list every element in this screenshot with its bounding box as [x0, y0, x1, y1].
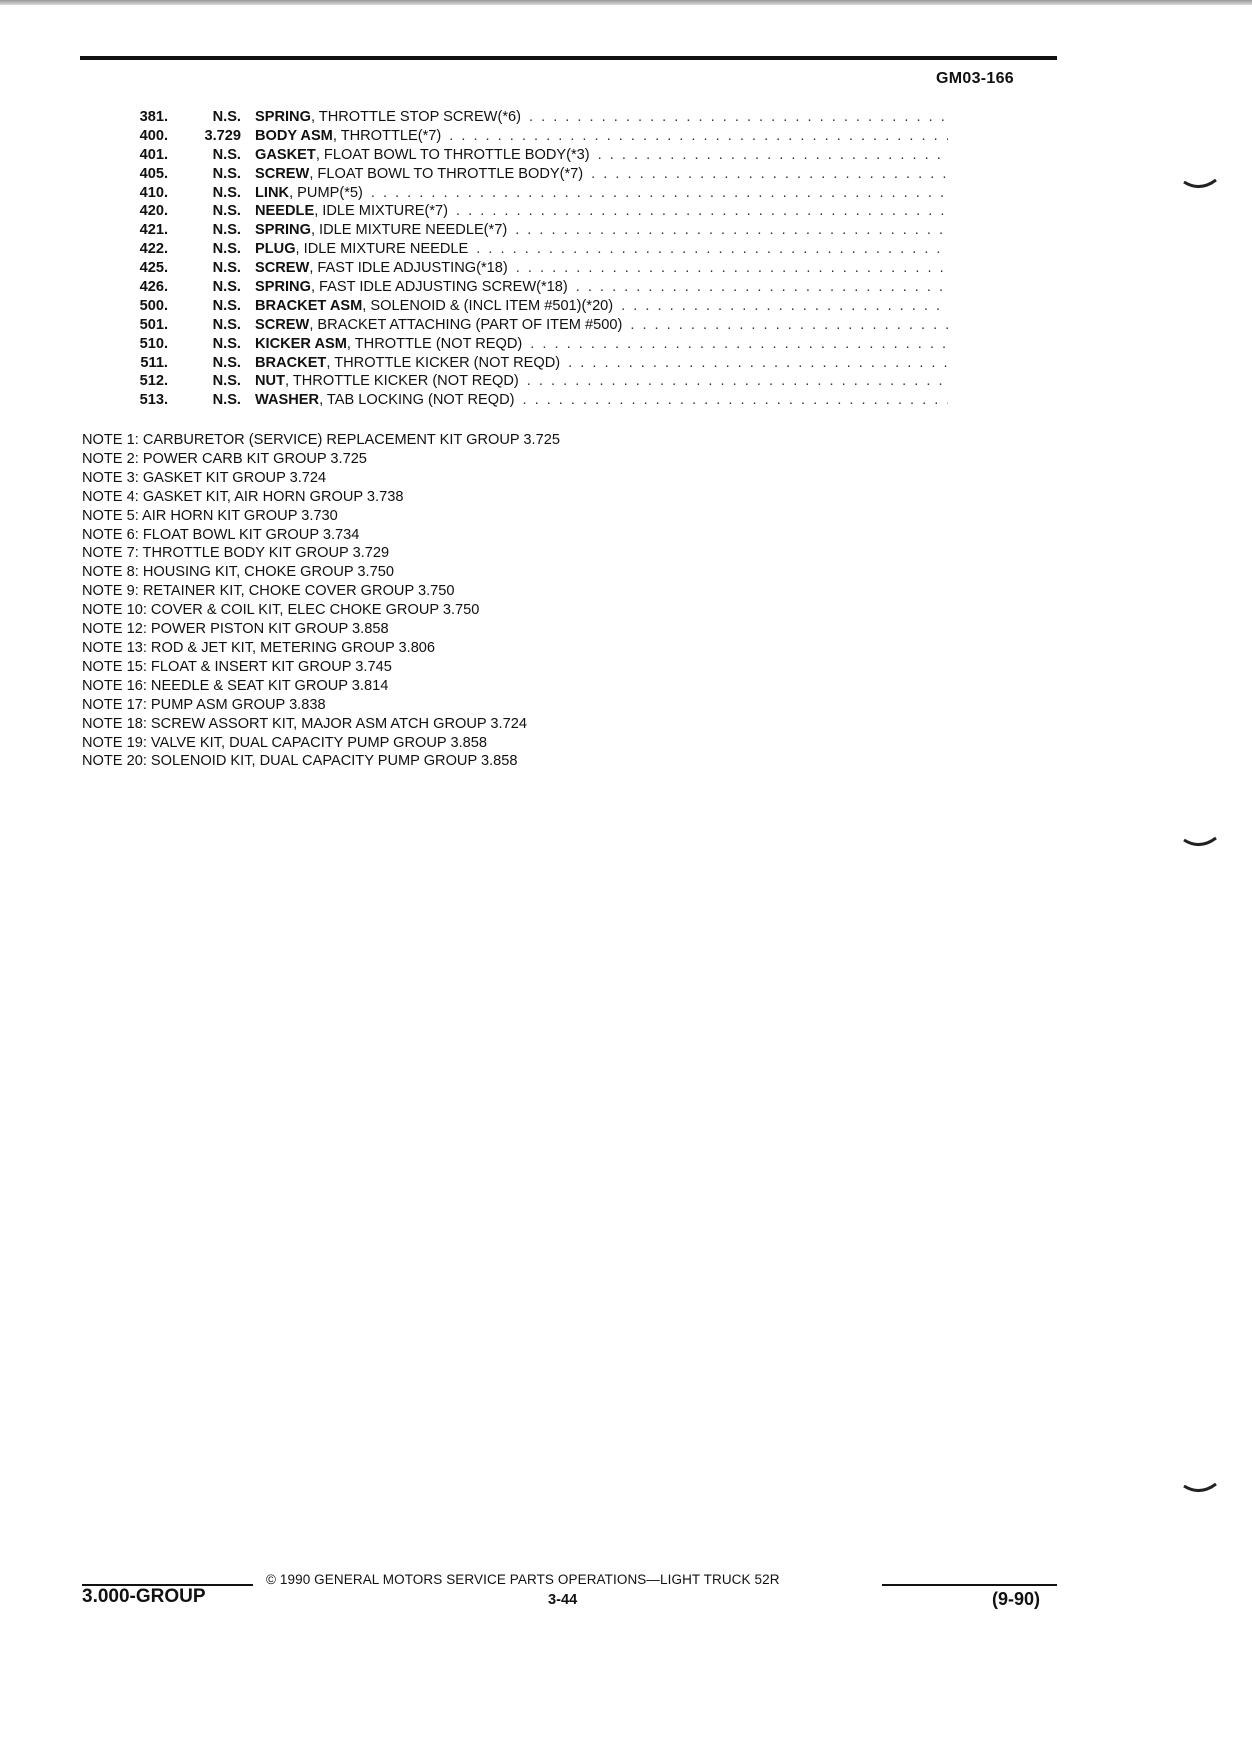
notes-list: [82, 431, 560, 771]
part-name: SCREW: [255, 260, 310, 277]
note-line: NOTE 8: HOUSING KIT, CHOKE GROUP 3.750: [82, 564, 394, 581]
group-number: 3.729: [204, 127, 241, 144]
note-line: NOTE 15: FLOAT & INSERT KIT GROUP 3.745: [82, 658, 392, 675]
note-line: NOTE 16: NEEDLE & SEAT KIT GROUP 3.814: [82, 677, 389, 694]
group-number: N.S.: [212, 184, 241, 201]
item-number: 511.: [140, 354, 168, 371]
dot-leader: [530, 335, 948, 354]
footer-rule: [882, 1584, 1057, 1586]
item-number: 510.: [139, 335, 168, 352]
binder-hole-mark: [1182, 1482, 1218, 1496]
note-line: NOTE 1: CARBURETOR (SERVICE) REPLACEMENT KIT GROUP 3.725: [82, 432, 560, 448]
group-number: N.S.: [212, 316, 241, 333]
group-number: N.S.: [212, 146, 241, 163]
part-name: KICKER ASM: [255, 335, 347, 352]
parts-row: [80, 127, 948, 146]
note-line: NOTE 13: ROD & JET KIT, METERING GROUP 3.806: [82, 639, 436, 656]
part-name: SPRING: [255, 222, 311, 239]
dot-leader: [515, 221, 948, 240]
item-number: 422.: [139, 241, 168, 258]
group-number: N.S.: [212, 392, 241, 409]
item-number: 425.: [139, 260, 168, 277]
part-name: PLUG: [255, 241, 296, 258]
dot-leader: [516, 259, 948, 278]
part-description: , IDLE MIXTURE(*7): [314, 203, 448, 220]
part-name: SCREW: [255, 316, 310, 333]
part-description: , FAST IDLE ADJUSTING SCREW(*18): [310, 279, 568, 296]
group-number: N.S.: [212, 297, 241, 314]
parts-row: [80, 372, 948, 391]
part-name: BRACKET ASM: [255, 297, 363, 314]
item-number: 500.: [139, 297, 168, 314]
note-line: NOTE 3: GASKET KIT GROUP 3.724: [82, 469, 327, 486]
parts-row: [80, 259, 948, 278]
item-number: 420.: [139, 203, 168, 220]
group-number: N.S.: [212, 241, 241, 258]
group-number: N.S.: [212, 335, 241, 352]
binder-hole-mark: [1182, 178, 1218, 192]
item-number: 405.: [139, 165, 168, 182]
part-description: , FLOAT BOWL TO THROTTLE BODY(*3): [315, 146, 590, 163]
item-number: 501.: [139, 316, 168, 333]
dot-leader: [449, 127, 948, 146]
note-line: NOTE 18: SCREW ASSORT KIT, MAJOR ASM ATCH GROUP 3.724: [82, 715, 527, 732]
parts-row: [80, 146, 948, 165]
parts-row: [80, 391, 948, 410]
note-line: NOTE 10: COVER & COIL KIT, ELEC CHOKE GROUP 3.750: [82, 602, 480, 619]
dot-leader: [591, 165, 948, 184]
dot-leader: [576, 278, 948, 297]
part-name: NUT: [255, 373, 285, 390]
part-description: , BRACKET ATTACHING (PART OF ITEM #500): [309, 316, 623, 333]
part-name: SCREW: [255, 165, 310, 182]
group-number: N.S.: [212, 222, 241, 239]
dot-leader: [529, 108, 948, 127]
parts-row: [80, 221, 948, 240]
group-number: N.S.: [212, 354, 241, 371]
item-number: 401.: [139, 146, 168, 163]
item-number: 426.: [139, 279, 168, 296]
part-description: , THROTTLE KICKER (NOT REQD): [326, 354, 561, 371]
group-number: N.S.: [212, 203, 241, 220]
parts-row: [80, 184, 948, 203]
dot-leader: [371, 184, 948, 203]
parts-row: [80, 108, 948, 127]
parts-row: [80, 316, 948, 335]
parts-row: [80, 278, 948, 297]
revision-date: (9-90): [992, 1589, 1041, 1609]
dot-leader: [456, 202, 948, 221]
binder-hole-mark: [1182, 836, 1218, 850]
item-number: 513.: [139, 392, 168, 409]
note-line: NOTE 17: PUMP ASM GROUP 3.838: [82, 696, 326, 713]
part-description: , THROTTLE (NOT REQD): [346, 335, 523, 352]
dot-leader: [568, 354, 948, 373]
parts-row: [80, 335, 948, 354]
parts-row: [80, 297, 948, 316]
document-id: GM03-166: [936, 70, 1014, 87]
note-line: NOTE 12: POWER PISTON KIT GROUP 3.858: [82, 621, 389, 638]
item-number: 381.: [139, 109, 168, 125]
part-description: , PUMP(*5): [289, 184, 363, 201]
note-line: NOTE 9: RETAINER KIT, CHOKE COVER GROUP 3.750: [82, 583, 455, 600]
note-line: NOTE 7: THROTTLE BODY KIT GROUP 3.729: [82, 545, 390, 562]
part-name: BODY ASM: [255, 127, 333, 144]
part-name: LINK: [255, 184, 290, 201]
part-name: SPRING: [255, 279, 311, 296]
item-number: 400.: [139, 127, 168, 144]
part-description: , THROTTLE STOP SCREW(*6): [310, 109, 521, 125]
part-description: , TAB LOCKING (NOT REQD): [319, 392, 515, 409]
scan-top-border: [0, 0, 1252, 5]
part-description: , SOLENOID & (INCL ITEM #501)(*20): [362, 297, 614, 314]
part-description: , FAST IDLE ADJUSTING(*18): [309, 260, 508, 277]
group-number: N.S.: [212, 165, 241, 182]
parts-row: [80, 165, 948, 184]
item-number: 410.: [139, 184, 168, 201]
page-number: 3-44: [548, 1592, 578, 1608]
part-description: , THROTTLE(*7): [332, 127, 442, 144]
group-number: N.S.: [212, 109, 241, 125]
part-name: SPRING: [255, 109, 311, 125]
part-description: , THROTTLE KICKER (NOT REQD): [285, 373, 519, 390]
dot-leader: [476, 240, 948, 259]
part-description: , IDLE MIXTURE NEEDLE: [295, 241, 469, 258]
header-rule: [80, 56, 1057, 60]
group-number: N.S.: [212, 279, 241, 296]
group-number: N.S.: [212, 260, 241, 277]
dot-leader: [598, 146, 948, 165]
parts-row: [80, 354, 948, 373]
part-description: , IDLE MIXTURE NEEDLE(*7): [310, 222, 508, 239]
part-name: NEEDLE: [255, 203, 315, 220]
note-line: NOTE 5: AIR HORN KIT GROUP 3.730: [82, 507, 338, 524]
dot-leader: [621, 297, 948, 316]
item-number: 421.: [139, 222, 168, 239]
note-line: NOTE 19: VALVE KIT, DUAL CAPACITY PUMP GROUP 3.858: [82, 734, 487, 751]
parts-row: [80, 202, 948, 221]
dot-leader: [630, 316, 948, 335]
part-name: BRACKET: [255, 354, 327, 371]
note-line: NOTE 4: GASKET KIT, AIR HORN GROUP 3.738: [82, 488, 404, 505]
copyright-notice: © 1990 GENERAL MOTORS SERVICE PARTS OPERATIONS—LIGHT TRUCK 52R: [266, 1572, 780, 1587]
part-name: WASHER: [255, 392, 320, 409]
part-description: , FLOAT BOWL TO THROTTLE BODY(*7): [309, 165, 584, 182]
parts-row: [80, 240, 948, 259]
item-number: 512.: [139, 373, 168, 390]
group-number: N.S.: [212, 373, 241, 390]
note-line: NOTE 6: FLOAT BOWL KIT GROUP 3.734: [82, 526, 360, 543]
parts-list: [80, 108, 948, 410]
note-line: NOTE 20: SOLENOID KIT, DUAL CAPACITY PUMP GROUP 3.858: [82, 753, 518, 770]
group-label: 3.000-GROUP: [82, 1586, 206, 1607]
note-line: NOTE 2: POWER CARB KIT GROUP 3.725: [82, 450, 367, 467]
dot-leader: [527, 372, 948, 391]
part-name: GASKET: [255, 146, 316, 163]
dot-leader: [522, 391, 948, 410]
